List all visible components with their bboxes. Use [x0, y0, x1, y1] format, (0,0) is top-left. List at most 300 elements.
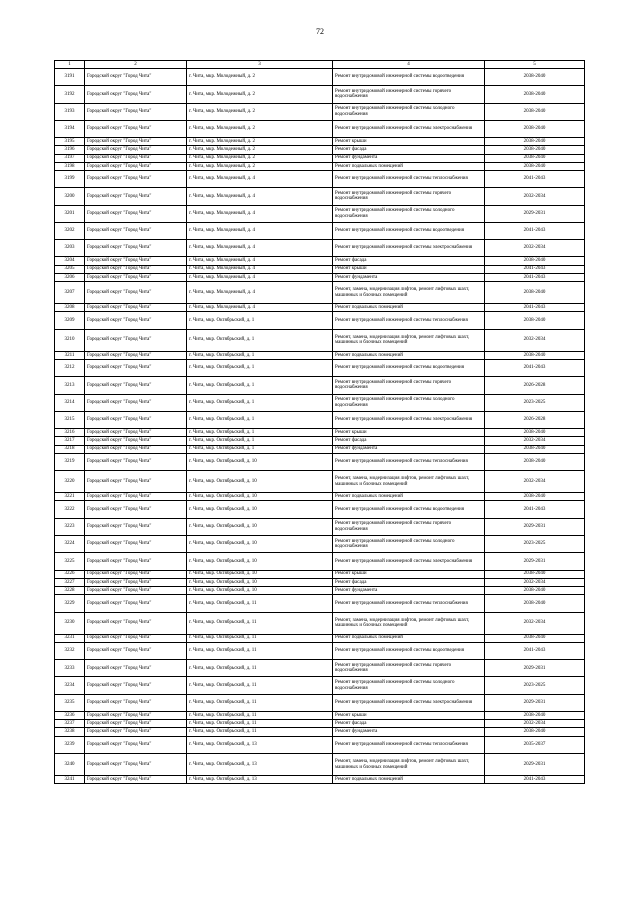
municipality-cell: Городской округ "Город Чита"	[85, 493, 187, 501]
municipality-cell: Городской округ "Город Чита"	[85, 86, 187, 103]
address-cell: г. Чита, мкр. Октябрьский, д. 11	[187, 712, 333, 720]
period-cell: 2032-2034	[485, 471, 585, 493]
address-cell: г. Чита, мкр. Молодежный, д. 2	[187, 162, 333, 170]
municipality-cell: Городской округ "Город Чита"	[85, 677, 187, 694]
municipality-cell: Городской округ "Город Чита"	[85, 518, 187, 535]
work-type-cell: Ремонт крыши	[333, 265, 485, 273]
table-row	[55, 222, 585, 239]
row-number: 3234	[55, 677, 85, 694]
column-header: 4	[333, 61, 485, 69]
municipality-cell: Городской округ "Город Чита"	[85, 595, 187, 612]
address-cell: г. Чита, мкр. Молодежный, д. 4	[187, 240, 333, 257]
table-row	[55, 776, 585, 784]
period-cell: 2032-2034	[485, 437, 585, 445]
period-cell: 2032-2034	[485, 188, 585, 205]
period-cell: 2029-2031	[485, 518, 585, 535]
column-header: 3	[187, 61, 333, 69]
work-type-cell: Ремонт фасада	[333, 437, 485, 445]
municipality-cell: Городской округ "Город Чита"	[85, 570, 187, 578]
period-cell: 2041-2043	[485, 170, 585, 187]
work-type-cell: Ремонт внутридомовой инженерной системы горячего водоснабжения	[333, 188, 485, 205]
municipality-cell: Городской округ "Город Чита"	[85, 634, 187, 642]
work-type-cell: Ремонт крыши	[333, 429, 485, 437]
period-cell: 2038-2040	[485, 120, 585, 137]
address-cell: г. Чита, мкр. Молодежный, д. 2	[187, 138, 333, 146]
municipality-cell: Городской округ "Город Чита"	[85, 445, 187, 453]
work-type-cell: Ремонт фасада	[333, 720, 485, 728]
row-number: 3203	[55, 240, 85, 257]
address-cell: г. Чита, мкр. Октябрьский, д. 10	[187, 536, 333, 553]
address-cell: г. Чита, мкр. Октябрьский, д. 10	[187, 453, 333, 470]
municipality-cell: Городской округ "Город Чита"	[85, 753, 187, 775]
address-cell: г. Чита, мкр. Октябрьский, д. 13	[187, 753, 333, 775]
municipality-cell: Городской округ "Город Чита"	[85, 170, 187, 187]
table-row	[55, 170, 585, 187]
row-number: 3236	[55, 712, 85, 720]
row-number: 3233	[55, 660, 85, 677]
address-cell: г. Чита, мкр. Октябрьский, д. 10	[187, 587, 333, 595]
period-cell: 2038-2040	[485, 587, 585, 595]
row-number: 3200	[55, 188, 85, 205]
period-cell: 2038-2040	[485, 257, 585, 265]
row-number: 3232	[55, 642, 85, 659]
address-cell: г. Чита, мкр. Молодежный, д. 4	[187, 222, 333, 239]
work-type-cell: Ремонт внутридомовой инженерной системы водоотведения	[333, 222, 485, 239]
period-cell: 2038-2040	[485, 162, 585, 170]
work-type-cell: Ремонт, замена, модернизация лифтов, ремонт лифтовых шахт, машинных и блочных помещений	[333, 753, 485, 775]
municipality-cell: Городской округ "Город Чита"	[85, 69, 187, 86]
table-row	[55, 312, 585, 329]
address-cell: г. Чита, мкр. Октябрьский, д. 11	[187, 660, 333, 677]
municipality-cell: Городской округ "Город Чита"	[85, 501, 187, 518]
row-number: 3193	[55, 103, 85, 120]
work-type-cell: Ремонт подвальных помещений	[333, 304, 485, 312]
municipality-cell: Городской округ "Город Чита"	[85, 536, 187, 553]
work-type-cell: Ремонт внутридомовой инженерной системы горячего водоснабжения	[333, 377, 485, 394]
row-number: 3216	[55, 429, 85, 437]
address-cell: г. Чита, мкр. Молодежный, д. 2	[187, 120, 333, 137]
municipality-cell: Городской округ "Город Чита"	[85, 360, 187, 377]
table-row	[55, 411, 585, 428]
address-cell: г. Чита, мкр. Молодежный, д. 2	[187, 146, 333, 154]
work-type-cell: Ремонт внутридомовой инженерной системы электроснабжения	[333, 694, 485, 711]
address-cell: г. Чита, мкр. Молодежный, д. 4	[187, 205, 333, 222]
table-row	[55, 553, 585, 570]
row-number: 3221	[55, 493, 85, 501]
address-cell: г. Чита, мкр. Октябрьский, д. 10	[187, 501, 333, 518]
work-type-cell: Ремонт внутридомовой инженерной системы электроснабжения	[333, 553, 485, 570]
period-cell: 2032-2034	[485, 329, 585, 351]
row-number: 3222	[55, 501, 85, 518]
row-number: 3220	[55, 471, 85, 493]
table-row	[55, 493, 585, 501]
row-number: 3231	[55, 634, 85, 642]
period-cell: 2032-2034	[485, 612, 585, 634]
work-type-cell: Ремонт, замена, модернизация лифтов, ремонт лифтовых шахт, машинных и блочных помещений	[333, 329, 485, 351]
address-cell: г. Чита, мкр. Октябрьский, д. 10	[187, 518, 333, 535]
municipality-cell: Городской округ "Город Чита"	[85, 281, 187, 303]
address-cell: г. Чита, мкр. Октябрьский, д. 13	[187, 776, 333, 784]
row-number: 3217	[55, 437, 85, 445]
period-cell: 2038-2040	[485, 429, 585, 437]
row-number: 3201	[55, 205, 85, 222]
row-number: 3210	[55, 329, 85, 351]
period-cell: 2041-2043	[485, 265, 585, 273]
period-cell: 2038-2040	[485, 281, 585, 303]
period-cell: 2029-2031	[485, 694, 585, 711]
address-cell: г. Чита, мкр. Молодежный, д. 4	[187, 170, 333, 187]
table-row	[55, 587, 585, 595]
municipality-cell: Городской округ "Город Чита"	[85, 578, 187, 586]
municipality-cell: Городской округ "Город Чита"	[85, 154, 187, 162]
address-cell: г. Чита, мкр. Октябрьский, д. 11	[187, 642, 333, 659]
municipality-cell: Городской округ "Город Чита"	[85, 312, 187, 329]
table-row	[55, 394, 585, 411]
period-cell: 2023-2025	[485, 394, 585, 411]
row-number: 3230	[55, 612, 85, 634]
period-cell: 2029-2031	[485, 660, 585, 677]
column-header: 1	[55, 61, 85, 69]
work-type-cell: Ремонт, замена, модернизация лифтов, ремонт лифтовых шахт, машинных и блочных помещений	[333, 612, 485, 634]
municipality-cell: Городской округ "Город Чита"	[85, 257, 187, 265]
municipality-cell: Городской округ "Город Чита"	[85, 736, 187, 753]
row-number: 3237	[55, 720, 85, 728]
period-cell: 2038-2040	[485, 634, 585, 642]
municipality-cell: Городской округ "Город Чита"	[85, 453, 187, 470]
table-row	[55, 69, 585, 86]
work-type-cell: Ремонт внутридомовой инженерной системы электроснабжения	[333, 411, 485, 428]
work-type-cell: Ремонт внутридомовой инженерной системы теплоснабжения	[333, 170, 485, 187]
work-type-cell: Ремонт фундамента	[333, 154, 485, 162]
work-type-cell: Ремонт внутридомовой инженерной системы теплоснабжения	[333, 595, 485, 612]
address-cell: г. Чита, мкр. Октябрьский, д. 11	[187, 677, 333, 694]
address-cell: г. Чита, мкр. Октябрьский, д. 10	[187, 570, 333, 578]
period-cell: 2038-2040	[485, 103, 585, 120]
table-row	[55, 518, 585, 535]
row-number: 3205	[55, 265, 85, 273]
period-cell: 2035-2037	[485, 736, 585, 753]
period-cell: 2029-2031	[485, 753, 585, 775]
row-number: 3225	[55, 553, 85, 570]
municipality-cell: Городской округ "Город Чита"	[85, 240, 187, 257]
work-type-cell: Ремонт внутридомовой инженерной системы водоотведения	[333, 642, 485, 659]
address-cell: г. Чита, мкр. Октябрьский, д. 1	[187, 377, 333, 394]
address-cell: г. Чита, мкр. Молодежный, д. 2	[187, 86, 333, 103]
municipality-cell: Городской округ "Город Чита"	[85, 103, 187, 120]
table-row	[55, 304, 585, 312]
table-row	[55, 154, 585, 162]
table-row	[55, 612, 585, 634]
period-cell: 2038-2040	[485, 138, 585, 146]
row-number: 3228	[55, 587, 85, 595]
work-type-cell: Ремонт внутридомовой инженерной системы водоотведения	[333, 501, 485, 518]
period-cell: 2041-2043	[485, 360, 585, 377]
municipality-cell: Городской округ "Город Чита"	[85, 720, 187, 728]
work-type-cell: Ремонт внутридомовой инженерной системы холодного водоснабжения	[333, 103, 485, 120]
table-header-row	[55, 61, 585, 69]
period-cell: 2038-2040	[485, 69, 585, 86]
address-cell: г. Чита, мкр. Молодежный, д. 4	[187, 281, 333, 303]
row-number: 3238	[55, 728, 85, 736]
address-cell: г. Чита, мкр. Октябрьский, д. 10	[187, 471, 333, 493]
row-number: 3202	[55, 222, 85, 239]
row-number: 3224	[55, 536, 85, 553]
municipality-cell: Городской округ "Город Чита"	[85, 411, 187, 428]
period-cell: 2038-2040	[485, 445, 585, 453]
work-type-cell: Ремонт внутридомовой инженерной системы холодного водоснабжения	[333, 394, 485, 411]
table-row	[55, 660, 585, 677]
municipality-cell: Городской округ "Город Чита"	[85, 205, 187, 222]
table-row	[55, 578, 585, 586]
municipality-cell: Городской округ "Город Чита"	[85, 162, 187, 170]
table-row	[55, 570, 585, 578]
work-type-cell: Ремонт внутридомовой инженерной системы горячего водоснабжения	[333, 86, 485, 103]
municipality-cell: Городской округ "Город Чита"	[85, 660, 187, 677]
table-row	[55, 677, 585, 694]
period-cell: 2038-2040	[485, 86, 585, 103]
municipality-cell: Городской округ "Город Чита"	[85, 120, 187, 137]
address-cell: г. Чита, мкр. Октябрьский, д. 1	[187, 351, 333, 359]
period-cell: 2029-2031	[485, 205, 585, 222]
municipality-cell: Городской округ "Город Чита"	[85, 776, 187, 784]
address-cell: г. Чита, мкр. Молодежный, д. 4	[187, 257, 333, 265]
table-row	[55, 377, 585, 394]
row-number: 3212	[55, 360, 85, 377]
row-number: 3227	[55, 578, 85, 586]
work-type-cell: Ремонт внутридомовой инженерной системы теплоснабжения	[333, 453, 485, 470]
work-type-cell: Ремонт фасада	[333, 257, 485, 265]
table-row	[55, 728, 585, 736]
table-row	[55, 162, 585, 170]
period-cell: 2038-2040	[485, 312, 585, 329]
row-number: 3195	[55, 138, 85, 146]
address-cell: г. Чита, мкр. Октябрьский, д. 1	[187, 429, 333, 437]
table-row	[55, 120, 585, 137]
municipality-cell: Городской округ "Город Чита"	[85, 329, 187, 351]
work-type-cell: Ремонт подвальных помещений	[333, 634, 485, 642]
work-type-cell: Ремонт фундамента	[333, 728, 485, 736]
address-cell: г. Чита, мкр. Октябрьский, д. 11	[187, 694, 333, 711]
municipality-cell: Городской округ "Город Чита"	[85, 471, 187, 493]
municipality-cell: Городской округ "Город Чита"	[85, 437, 187, 445]
table-row	[55, 437, 585, 445]
table-row	[55, 753, 585, 775]
row-number: 3206	[55, 273, 85, 281]
period-cell: 2041-2043	[485, 222, 585, 239]
table-row	[55, 281, 585, 303]
address-cell: г. Чита, мкр. Октябрьский, д. 1	[187, 360, 333, 377]
address-cell: г. Чита, мкр. Октябрьский, д. 11	[187, 720, 333, 728]
period-cell: 2026-2028	[485, 377, 585, 394]
municipality-cell: Городской округ "Город Чита"	[85, 728, 187, 736]
period-cell: 2032-2034	[485, 720, 585, 728]
row-number: 3209	[55, 312, 85, 329]
table-row	[55, 138, 585, 146]
work-type-cell: Ремонт фундамента	[333, 273, 485, 281]
work-type-cell: Ремонт подвальных помещений	[333, 162, 485, 170]
table-row	[55, 429, 585, 437]
period-cell: 2038-2040	[485, 493, 585, 501]
address-cell: г. Чита, мкр. Октябрьский, д. 10	[187, 578, 333, 586]
municipality-cell: Городской округ "Город Чита"	[85, 587, 187, 595]
address-cell: г. Чита, мкр. Октябрьский, д. 1	[187, 411, 333, 428]
address-cell: г. Чита, мкр. Молодежный, д. 4	[187, 304, 333, 312]
table-row	[55, 103, 585, 120]
period-cell: 2026-2028	[485, 411, 585, 428]
period-cell: 2038-2040	[485, 570, 585, 578]
table-row	[55, 240, 585, 257]
table-row	[55, 471, 585, 493]
address-cell: г. Чита, мкр. Молодежный, д. 2	[187, 103, 333, 120]
work-type-cell: Ремонт внутридомовой инженерной системы горячего водоснабжения	[333, 660, 485, 677]
municipality-cell: Городской округ "Город Чита"	[85, 304, 187, 312]
row-number: 3192	[55, 86, 85, 103]
row-number: 3191	[55, 69, 85, 86]
address-cell: г. Чита, мкр. Октябрьский, д. 1	[187, 329, 333, 351]
address-cell: г. Чита, мкр. Молодежный, д. 4	[187, 265, 333, 273]
table-row	[55, 501, 585, 518]
period-cell: 2041-2043	[485, 642, 585, 659]
table-row	[55, 329, 585, 351]
table-row	[55, 536, 585, 553]
period-cell: 2038-2040	[485, 146, 585, 154]
table-row	[55, 146, 585, 154]
municipality-cell: Городской округ "Город Чита"	[85, 273, 187, 281]
address-cell: г. Чита, мкр. Октябрьский, д. 11	[187, 728, 333, 736]
address-cell: г. Чита, мкр. Молодежный, д. 2	[187, 154, 333, 162]
row-number: 3204	[55, 257, 85, 265]
row-number: 3208	[55, 304, 85, 312]
municipality-cell: Городской округ "Город Чита"	[85, 612, 187, 634]
address-cell: г. Чита, мкр. Октябрьский, д. 10	[187, 553, 333, 570]
row-number: 3219	[55, 453, 85, 470]
address-cell: г. Чита, мкр. Октябрьский, д. 11	[187, 612, 333, 634]
municipality-cell: Городской округ "Город Чита"	[85, 394, 187, 411]
row-number: 3223	[55, 518, 85, 535]
work-type-cell: Ремонт внутридомовой инженерной системы электроснабжения	[333, 120, 485, 137]
period-cell: 2038-2040	[485, 728, 585, 736]
municipality-cell: Городской округ "Город Чита"	[85, 188, 187, 205]
work-type-cell: Ремонт фундамента	[333, 587, 485, 595]
row-number: 3240	[55, 753, 85, 775]
municipality-cell: Городской округ "Город Чита"	[85, 138, 187, 146]
table-row	[55, 720, 585, 728]
column-header: 5	[485, 61, 585, 69]
table-row	[55, 265, 585, 273]
table-row	[55, 257, 585, 265]
period-cell: 2038-2040	[485, 453, 585, 470]
address-cell: г. Чита, мкр. Молодежный, д. 2	[187, 69, 333, 86]
work-type-cell: Ремонт внутридомовой инженерной системы водоотведения	[333, 69, 485, 86]
table-row	[55, 712, 585, 720]
row-number: 3241	[55, 776, 85, 784]
table-row	[55, 445, 585, 453]
work-type-cell: Ремонт крыши	[333, 570, 485, 578]
period-cell: 2023-2025	[485, 536, 585, 553]
work-type-cell: Ремонт крыши	[333, 138, 485, 146]
table-row	[55, 642, 585, 659]
work-type-cell: Ремонт подвальных помещений	[333, 493, 485, 501]
work-type-cell: Ремонт внутридомовой инженерной системы горячего водоснабжения	[333, 518, 485, 535]
period-cell: 2038-2040	[485, 712, 585, 720]
period-cell: 2041-2043	[485, 304, 585, 312]
municipality-cell: Городской округ "Город Чита"	[85, 429, 187, 437]
municipality-cell: Городской округ "Город Чита"	[85, 712, 187, 720]
table-row	[55, 188, 585, 205]
period-cell: 2029-2031	[485, 553, 585, 570]
table-row	[55, 273, 585, 281]
repair-schedule-table	[54, 60, 585, 784]
address-cell: г. Чита, мкр. Молодежный, д. 4	[187, 188, 333, 205]
period-cell: 2041-2043	[485, 501, 585, 518]
period-cell: 2023-2025	[485, 677, 585, 694]
period-cell: 2038-2040	[485, 154, 585, 162]
work-type-cell: Ремонт фундамента	[333, 445, 485, 453]
row-number: 3207	[55, 281, 85, 303]
row-number: 3194	[55, 120, 85, 137]
table-row	[55, 736, 585, 753]
work-type-cell: Ремонт внутридомовой инженерной системы холодного водоснабжения	[333, 536, 485, 553]
period-cell: 2038-2040	[485, 595, 585, 612]
work-type-cell: Ремонт внутридомовой инженерной системы водоотведения	[333, 360, 485, 377]
period-cell: 2032-2034	[485, 578, 585, 586]
column-header: 2	[85, 61, 187, 69]
row-number: 3211	[55, 351, 85, 359]
period-cell: 2041-2043	[485, 273, 585, 281]
work-type-cell: Ремонт внутридомовой инженерной системы холодного водоснабжения	[333, 677, 485, 694]
row-number: 3199	[55, 170, 85, 187]
municipality-cell: Городской округ "Город Чита"	[85, 694, 187, 711]
row-number: 3226	[55, 570, 85, 578]
table-row	[55, 351, 585, 359]
address-cell: г. Чита, мкр. Октябрьский, д. 1	[187, 394, 333, 411]
municipality-cell: Городской округ "Город Чита"	[85, 222, 187, 239]
municipality-cell: Городской округ "Город Чита"	[85, 351, 187, 359]
period-cell: 2032-2034	[485, 240, 585, 257]
row-number: 3197	[55, 154, 85, 162]
table-row	[55, 453, 585, 470]
table-row	[55, 205, 585, 222]
row-number: 3213	[55, 377, 85, 394]
row-number: 3215	[55, 411, 85, 428]
row-number: 3198	[55, 162, 85, 170]
address-cell: г. Чита, мкр. Октябрьский, д. 10	[187, 493, 333, 501]
row-number: 3214	[55, 394, 85, 411]
row-number: 3239	[55, 736, 85, 753]
period-cell: 2041-2043	[485, 776, 585, 784]
address-cell: г. Чита, мкр. Октябрьский, д. 1	[187, 312, 333, 329]
address-cell: г. Чита, мкр. Октябрьский, д. 1	[187, 445, 333, 453]
table-row	[55, 694, 585, 711]
table-row	[55, 360, 585, 377]
address-cell: г. Чита, мкр. Октябрьский, д. 13	[187, 736, 333, 753]
work-type-cell: Ремонт фасада	[333, 146, 485, 154]
municipality-cell: Городской округ "Город Чита"	[85, 642, 187, 659]
work-type-cell: Ремонт внутридомовой инженерной системы теплоснабжения	[333, 736, 485, 753]
work-type-cell: Ремонт внутридомовой инженерной системы теплоснабжения	[333, 312, 485, 329]
municipality-cell: Городской округ "Город Чита"	[85, 146, 187, 154]
row-number: 3235	[55, 694, 85, 711]
municipality-cell: Городской округ "Город Чита"	[85, 377, 187, 394]
work-type-cell: Ремонт внутридомовой инженерной системы холодного водоснабжения	[333, 205, 485, 222]
address-cell: г. Чита, мкр. Октябрьский, д. 11	[187, 634, 333, 642]
work-type-cell: Ремонт внутридомовой инженерной системы электроснабжения	[333, 240, 485, 257]
work-type-cell: Ремонт подвальных помещений	[333, 776, 485, 784]
municipality-cell: Городской округ "Город Чита"	[85, 265, 187, 273]
work-type-cell: Ремонт, замена, модернизация лифтов, ремонт лифтовых шахт, машинных и блочных помещений	[333, 281, 485, 303]
work-type-cell: Ремонт подвальных помещений	[333, 351, 485, 359]
municipality-cell: Городской округ "Город Чита"	[85, 553, 187, 570]
